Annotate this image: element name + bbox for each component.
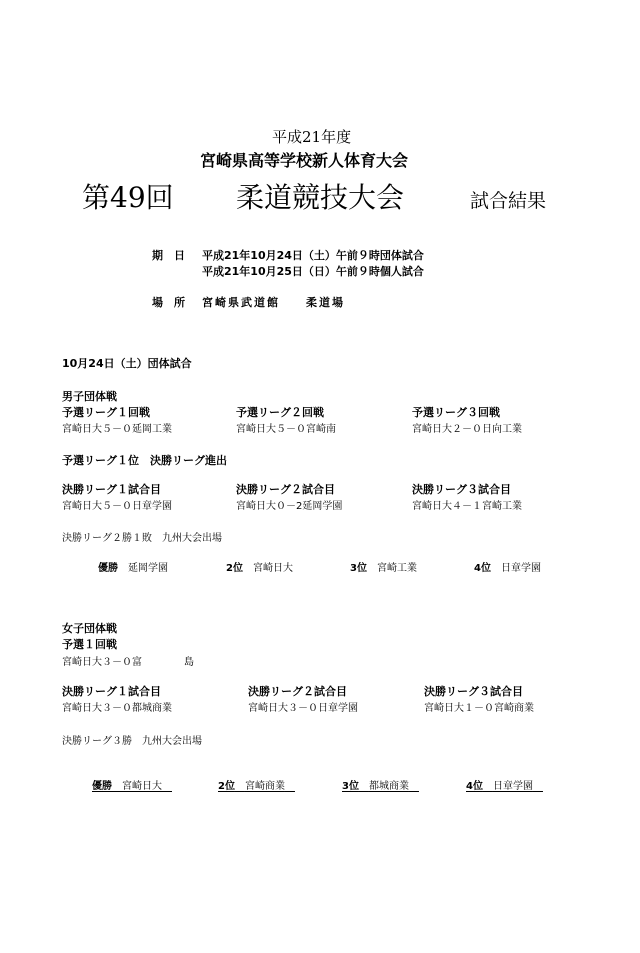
boys-final-result-3: 宮崎日大４－１宮崎工業 [412, 501, 522, 512]
boys-final-result-2: 宮崎日大０－2延岡学園 [236, 501, 343, 512]
girls-standing-3-team: 都城商業 [368, 781, 409, 792]
date-line-2: 平成21年10月25日（日）午前９時個人試合 [202, 265, 424, 278]
girls-standing-2 [218, 777, 295, 792]
girls-standing-1 [92, 777, 172, 792]
boys-standing-3-place: 3位 [350, 563, 367, 574]
header-year: 平成21年度 [272, 128, 352, 146]
boys-summary: 決勝リーグ２勝１敗 九州大会出場 [62, 533, 222, 544]
boys-final-result-1: 宮崎日大５－０日章学園 [62, 501, 172, 512]
boys-prelim-result-1: 宮崎日大５－０延岡工業 [62, 424, 172, 435]
girls-standing-1-place: 優勝 [92, 781, 112, 792]
boys-final-round-1: 決勝リーグ１試合目 [62, 483, 161, 496]
girls-title: 女子団体戦 [62, 622, 117, 635]
girls-summary: 決勝リーグ３勝 九州大会出場 [62, 736, 202, 747]
girls-standing-1-team: 宮崎日大 [122, 781, 162, 792]
boys-standing-4 [474, 559, 541, 574]
girls-final-round-3: 決勝リーグ３試合目 [424, 685, 523, 698]
girls-final-round-1: 決勝リーグ１試合目 [62, 685, 161, 698]
boys-prelim-round-2: 予選リーグ２回戦 [236, 406, 324, 419]
girls-prelim-result-b: 島 [184, 657, 194, 668]
boys-final-round-2: 決勝リーグ２試合目 [236, 483, 335, 496]
girls-standing-4 [466, 777, 543, 792]
girls-standing-4-place: 4位 [466, 781, 483, 792]
boys-final-round-3: 決勝リーグ３試合目 [412, 483, 511, 496]
boys-prelim-result-3: 宮崎日大２－０日向工業 [412, 424, 522, 435]
girls-prelim-result-a: 宮崎日大３－０富 [62, 657, 142, 668]
boys-standing-4-team: 日章学園 [500, 563, 541, 574]
girls-standing-3-place: 3位 [342, 781, 359, 792]
girls-final-result-3: 宮崎日大１－０宮崎商業 [424, 703, 534, 714]
girls-standing-3 [342, 777, 419, 792]
boys-standing-4-place: 4位 [474, 563, 491, 574]
header-title-number: 第49回 [82, 181, 174, 214]
boys-standing-1 [98, 559, 168, 574]
girls-final-result-1: 宮崎日大３－０都城商業 [62, 703, 172, 714]
girls-final-result-2: 宮崎日大３－０日章学園 [248, 703, 358, 714]
date-line-1: 平成21年10月24日（土）午前９時団体試合 [202, 249, 424, 262]
girls-standing-2-team: 宮崎商業 [244, 781, 285, 792]
boys-prelim-result-2: 宮崎日大５－０宮崎南 [236, 424, 336, 435]
boys-prelim-round-3: 予選リーグ３回戦 [412, 406, 500, 419]
boys-standing-2 [226, 559, 293, 574]
boys-standing-2-place: 2位 [226, 563, 243, 574]
boys-prelim-round-1: 予選リーグ１回戦 [62, 406, 150, 419]
boys-title: 男子団体戦 [62, 390, 117, 403]
girls-final-round-2: 決勝リーグ２試合目 [248, 685, 347, 698]
header-title-main: 柔道競技大会 [236, 181, 405, 214]
day-heading: 10月24日（土）団体試合 [62, 357, 192, 370]
place-label: 場 所 [152, 296, 185, 309]
boys-standing-1-team: 延岡学園 [128, 563, 168, 574]
boys-standing-1-place: 優勝 [98, 563, 118, 574]
header-title-suffix: 試合結果 [470, 190, 547, 212]
girls-standing-4-team: 日章学園 [492, 781, 533, 792]
header-event: 宮崎県高等学校新人体育大会 [200, 151, 409, 170]
boys-standing-3 [350, 559, 417, 574]
boys-standing-2-team: 宮崎日大 [252, 563, 293, 574]
boys-standing-3-team: 宮崎工業 [376, 563, 417, 574]
girls-prelim-title: 予選１回戦 [62, 638, 117, 651]
boys-advance: 予選リーグ１位 決勝リーグ進出 [62, 454, 227, 467]
place-value: 宮崎県武道館 柔道場 [202, 296, 345, 309]
girls-standing-2-place: 2位 [218, 781, 235, 792]
date-label: 期 日 [152, 249, 185, 262]
